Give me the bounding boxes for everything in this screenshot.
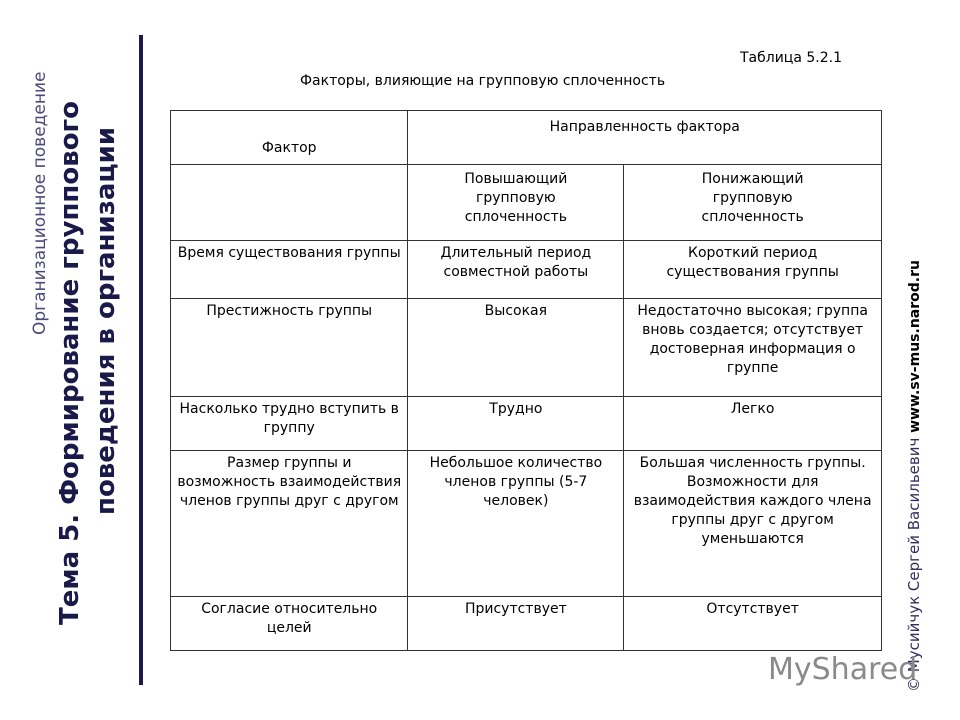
- factor-cell: Время существования группы: [171, 241, 408, 299]
- increasing-cell: Трудно: [408, 397, 624, 451]
- increasing-cell: Длительный период совместной работы: [408, 241, 624, 299]
- table-number: Таблица 5.2.1: [740, 50, 842, 66]
- decreasing-cell: Легко: [624, 397, 882, 451]
- table-title: Факторы, влияющие на групповую сплоченность: [300, 73, 666, 89]
- title-line-1: Тема 5. Формирование группового: [55, 101, 85, 625]
- decreasing-cell: Короткий период существования группы: [624, 241, 882, 299]
- factor-cell: Насколько трудно вступить в группу: [171, 397, 408, 451]
- increasing-cell: Высокая: [408, 299, 624, 397]
- factor-cell: Престижность группы: [171, 299, 408, 397]
- decreasing-cell: Большая численность группы. Возможности для взаимодействия каждого члена группы друг с другом уменьшаются: [624, 451, 882, 597]
- table-row: [171, 597, 882, 651]
- table-row: [171, 451, 882, 597]
- credit: [905, 260, 923, 692]
- decreasing-cell: Отсутствует: [624, 597, 882, 651]
- factor-cell: Размер группы и возможность взаимодействия членов группы друг с другом: [171, 451, 408, 597]
- author: © Мусийчук Сергей Васильевич: [905, 437, 923, 692]
- title-line-2: поведения в организации: [91, 126, 121, 515]
- website: www.sv-mus.narod.ru: [907, 260, 923, 433]
- header-increasing: Повышающий групповую сплоченность: [408, 165, 624, 241]
- table-row: [171, 241, 882, 299]
- course-subtitle: Организационное поведение: [30, 71, 50, 335]
- table-row: [171, 299, 882, 397]
- header-direction: Направленность фактора: [408, 111, 882, 165]
- divider: [139, 35, 143, 685]
- decreasing-cell: Недостаточно высокая; группа вновь создается; отсутствует достоверная информация о группе: [624, 299, 882, 397]
- factor-cell: Согласие относительно целей: [171, 597, 408, 651]
- header-decreasing: Понижающий групповую сплоченность: [624, 165, 882, 241]
- slide-title: [52, 101, 124, 625]
- watermark-logo: MyShared: [768, 652, 918, 687]
- header-factor: Фактор: [171, 111, 408, 165]
- increasing-cell: Присутствует: [408, 597, 624, 651]
- table-row: [171, 397, 882, 451]
- increasing-cell: Небольшое количество членов группы (5-7 человек): [408, 451, 624, 597]
- header-empty: [171, 165, 408, 241]
- header-row: [171, 111, 882, 165]
- subheader-row: [171, 165, 882, 241]
- factors-table: [170, 110, 882, 651]
